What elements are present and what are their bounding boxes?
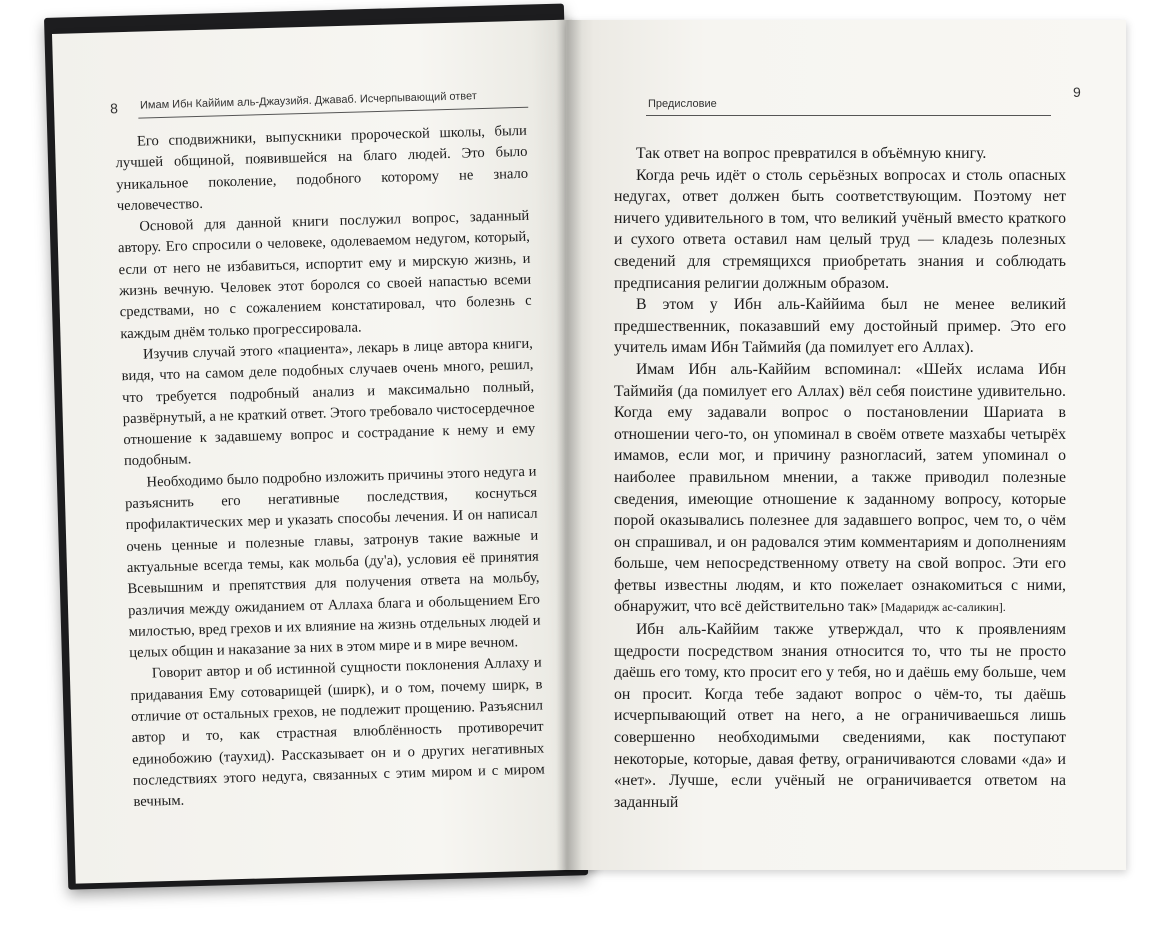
right-page bbox=[566, 20, 1126, 870]
paragraph: Говорит автор и об истинной сущности поклонения Аллаху и придавания Ему сотоварищей (ширк), и о том, почему ширк, в отличие от остальных грехов, не подлежит прощению. Разъяснил автор и то, как страстная влюблённость противоречит единобожию (таухид). Рассказывает он и о других негативных последствиях этого недуга, связанных с этим миром и с миром вечным. bbox=[130, 654, 545, 811]
paragraph: Основой для данной книги послужил вопрос, заданный автору. Его спросили о человеке, одолеваемом недугом, который, если от него не избавиться, испортит ему и мирскую жизнь, и жизнь вечную. Человек этот боролся со своей напастью всеми средствами, но с сожалением констатировал, что болезнь с каждым днём только прогрессировала. bbox=[117, 207, 532, 342]
quote-text: Имам Ибн аль-Каййим вспоминал: «Шейх ислама Ибн Таймийя (да помилует его Аллах) вёл себя поистине удивительно. Когда ему задавали вопрос о постановлении Шариата в отношении чего-то, он упоминал в своём ответе мазхабы четырёх имамов, если мог, и причину разногласий, затем упоминал о наиболее правильном мнении, а также приводил полезные сведения, имеющие отношение к заданному вопросу, которые порой оказывались полезнее для задавшего вопрос, чем то, о чём он спрашивал, и он радовался этим комментариям и дополнениям больше, чем непосредственному ответу на свой вопрос. Эти его фетвы известны людям, и кто пожелает ознакомиться с ними, обнаружит, что всё действительно так» bbox=[614, 360, 1066, 616]
paragraph: В этом у Ибн аль-Каййима был не менее великий предшественник, показавший ему достойный пример. Это его учитель имам Ибн Таймийя (да помилует его Аллах). bbox=[614, 296, 1066, 357]
paragraph: Его сподвижники, выпускники пророческой школы, были лучшей общиной, появившейся на благо людей. Это было уникальное поколение, подобного которому не знало человечество. bbox=[115, 122, 529, 215]
right-page-header: Предисловие bbox=[648, 98, 717, 110]
left-page-number: 8 bbox=[109, 100, 119, 117]
right-page-number: 9 bbox=[1073, 84, 1081, 100]
paragraph: Ибн аль-Каййим также утверждал, что к проявлениям щедрости посредством знания относится то, что ты не просто даёшь его тому, кто просит его у тебя, но и даёшь ему больше, чем он просит. Когда тебе задают вопрос о чём-то, ты даёшь исчерпывающий ответ на него, а не ограничиваешься лишь совершенно необходимыми сведениями, как поступают некоторые, которые, давая фетву, ограничиваются словами «да» и «нет». Лучше, если учёный не ограничивается ответом на заданный bbox=[614, 621, 1066, 811]
paragraph: Необходимо было подробно изложить причины этого недуга и разъяснить его негативные последствия, коснуться профилактических мер и указать способы лечения. И он написал очень ценные и полезные главы, затронув такие важные и актуальные всегда темы, как мольба (ду'а), условия её принятия Всевышним и препятствия для получения ответа на мольбу, различия между ожиданием от Аллаха блага и обольщением Его милостью, вред грехов и их влияние на жизнь отдельных людей и целых общин и наказание за них в этом мире и в мире вечном. bbox=[124, 463, 541, 662]
paragraph: Когда речь идёт о столь серьёзных вопросах и столь опасных недугах, ответ должен быть соответствующим. Поэтому нет ничего удивительного в том, что великий учёный вместо краткого и сухого ответа оставил нам целый труд — кладезь полезных сведений для стремящихся приобретать знания и соблюдать предписания религии должным образом. bbox=[614, 166, 1066, 292]
right-header-rule bbox=[646, 115, 1051, 116]
left-page bbox=[52, 19, 596, 883]
right-page-body bbox=[614, 143, 1066, 813]
spine-shadow bbox=[556, 20, 582, 872]
paragraph: Изучив случай этого «пациента», лекарь в лице автора книги, видя, что на самом деле подобных случаев очень много, решил, что требуется подробный анализ и максимально полный, развёрнутый, а не краткий ответ. Этого требовало чистосердечное отношение к задавшему вопрос и сострадание к нему и ему подобным. bbox=[121, 335, 536, 470]
left-page-body bbox=[115, 121, 546, 814]
citation: [Мадаридж ас-саликин]. bbox=[877, 600, 1006, 615]
left-page-header: Имам Ибн Каййим аль-Джаузийя. Джаваб. Исчерпывающий ответ bbox=[139, 90, 478, 112]
paragraph: Так ответ на вопрос превратился в объёмную книгу. bbox=[636, 145, 987, 162]
paragraph bbox=[614, 359, 1066, 619]
